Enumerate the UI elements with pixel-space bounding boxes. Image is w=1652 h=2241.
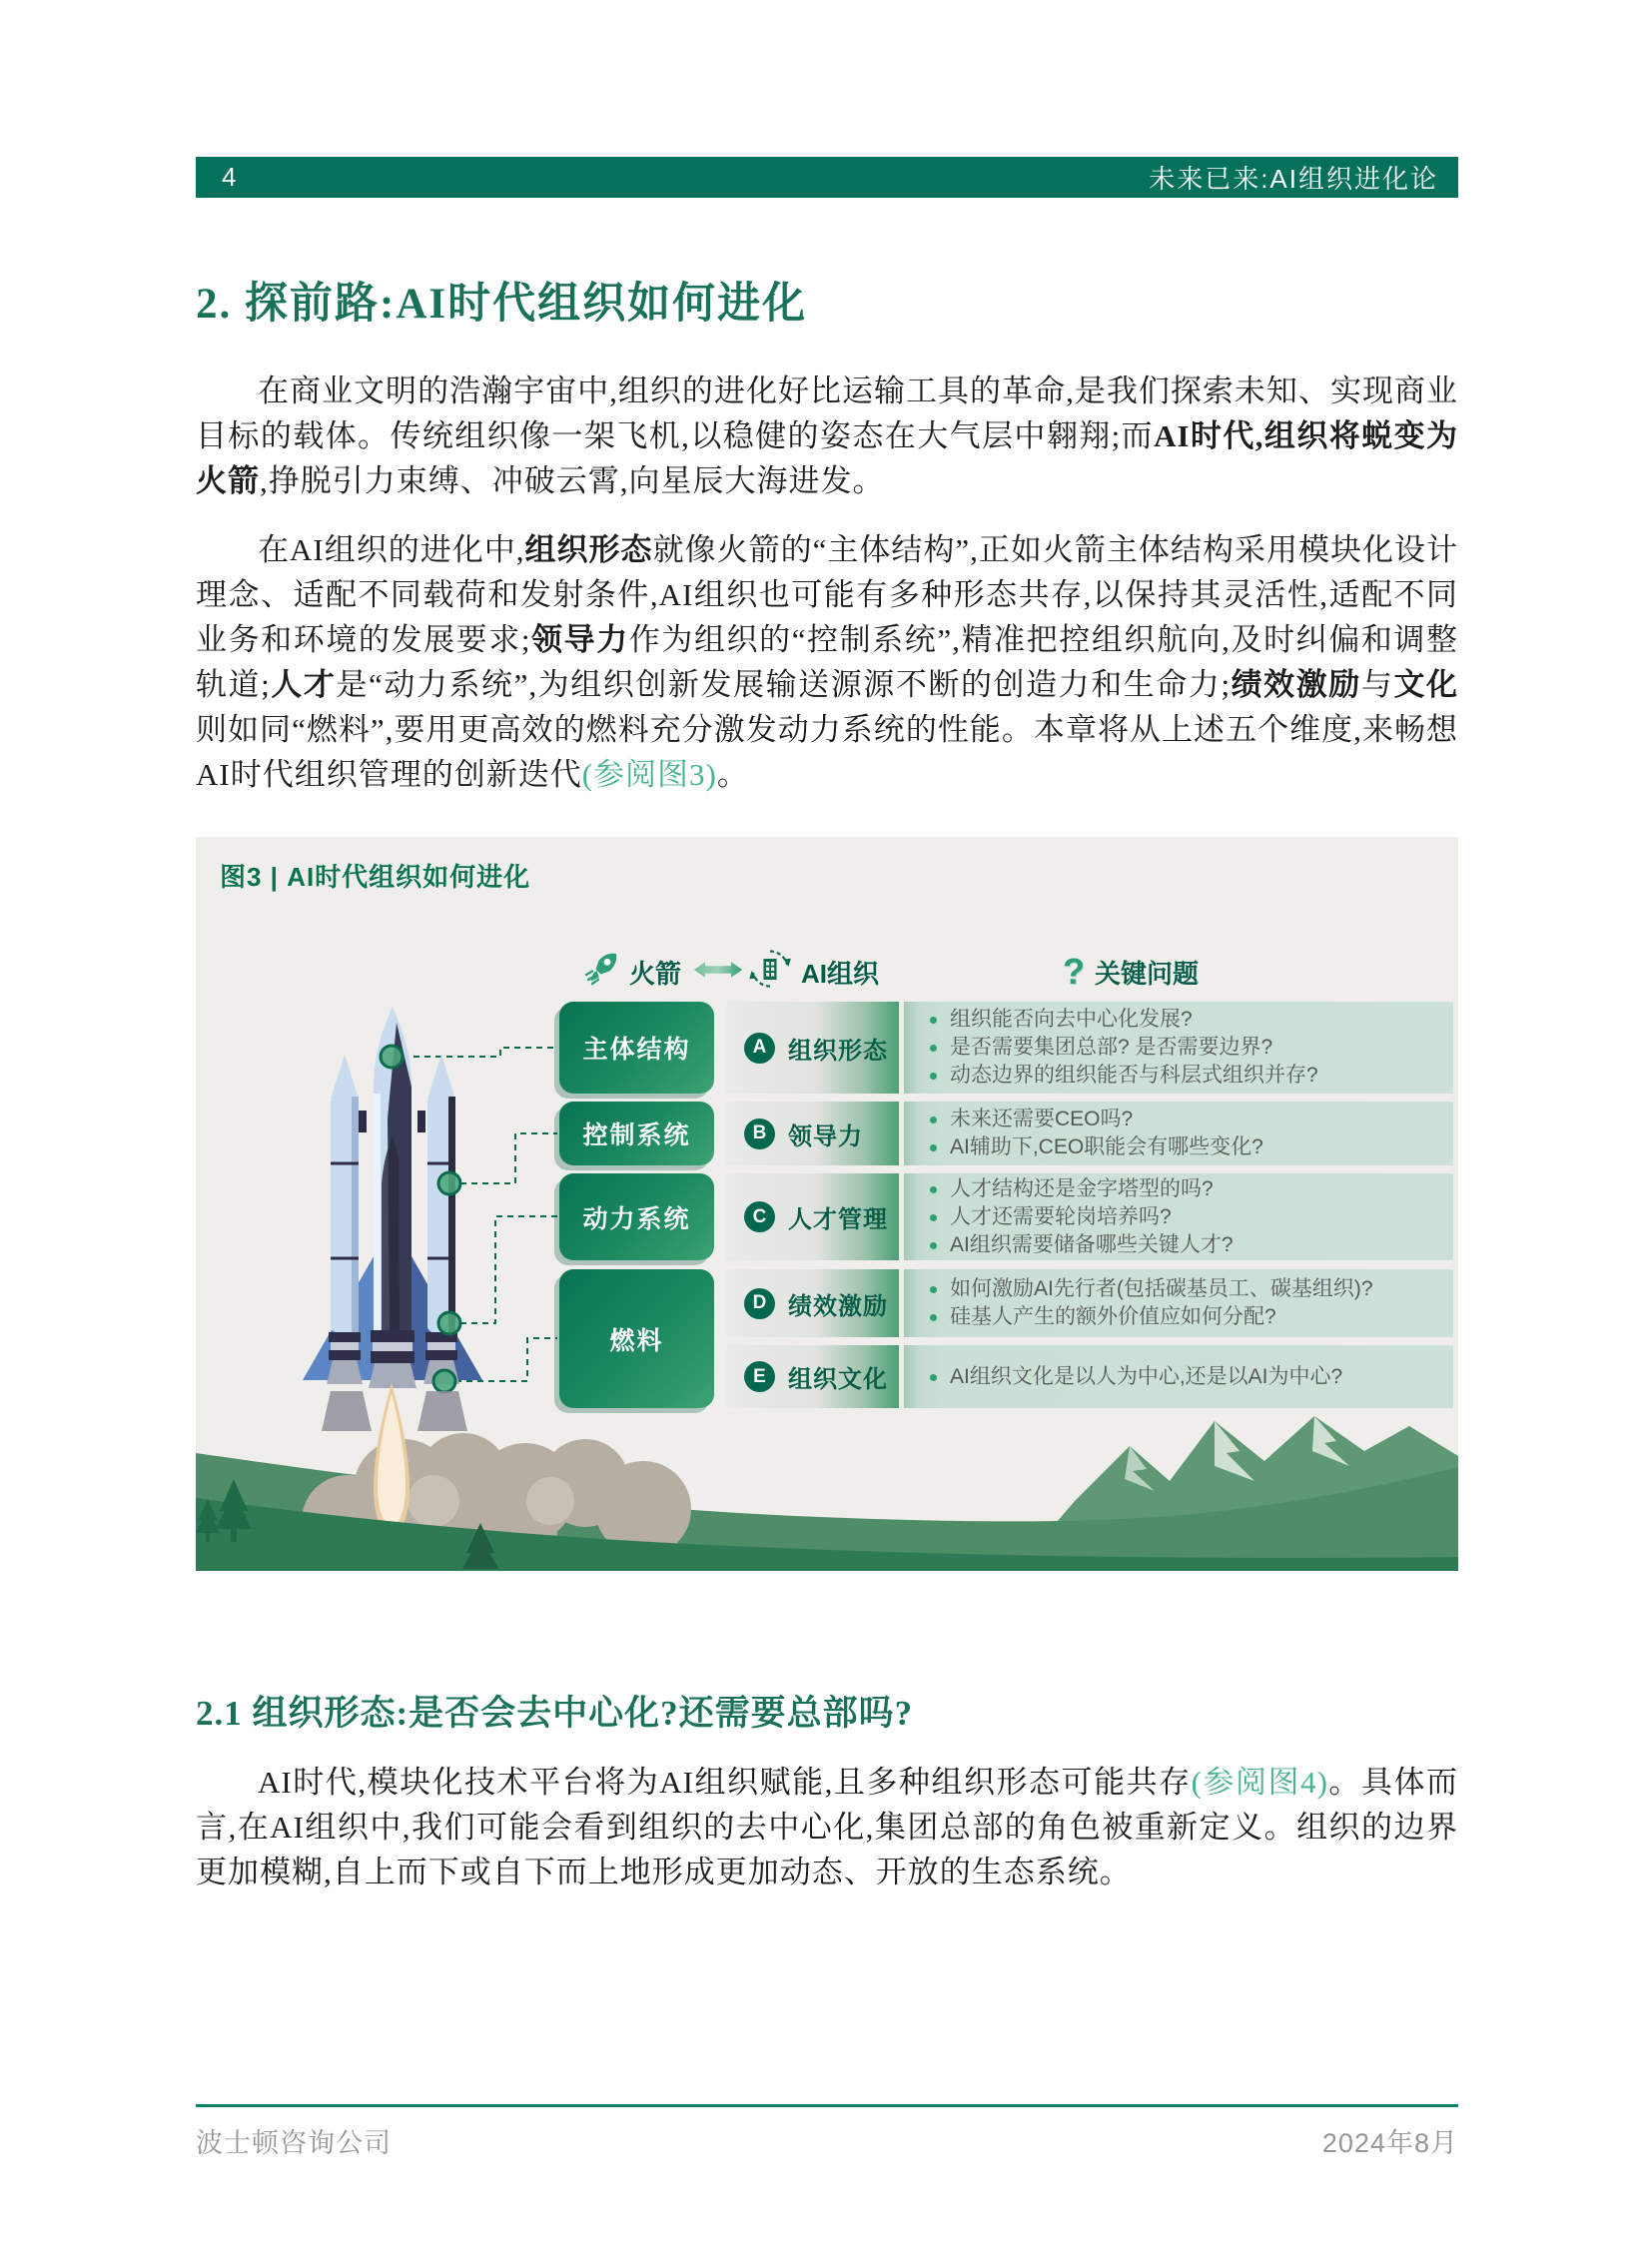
dimension-letter-badge: D (744, 1288, 775, 1319)
question-item: 组织能否向去中心化发展? (904, 1006, 1453, 1034)
subsection-heading: 2.1 组织形态:是否会去中心化?还需要总部吗? (196, 1694, 914, 1733)
text-segment: 人才 (270, 667, 337, 702)
questions-box-talent (904, 1173, 1453, 1260)
legend-questions-label: 关键问题 (1095, 958, 1200, 989)
dimension-label: 绩效激励 (788, 1292, 888, 1320)
text-segment: 在AI组织的进化中, (258, 532, 525, 567)
question-item: 动态边界的组织能否与科层式组织并存? (904, 1062, 1453, 1090)
paragraph-3 (196, 1760, 1458, 1894)
text-segment: AI时代,模块化技术平台将为AI组织赋能,且多种组织形态可能共存 (258, 1765, 1192, 1800)
text-segment: 与 (1360, 667, 1394, 702)
question-item: AI组织需要储备哪些关键人才? (904, 1231, 1453, 1259)
marker-dot-main-structure (381, 1046, 403, 1068)
section-heading: 2. 探前路:AI时代组织如何进化 (196, 281, 808, 328)
rocket-part-main-structure: 主体结构 (559, 1002, 714, 1094)
text-segment: 作为组织的“控制系统”,精准把控组织航向,及时纠偏和调整轨道; (196, 622, 1458, 702)
dimension-letter-badge: B (744, 1119, 775, 1149)
rocket-part-power-system: 动力系统 (559, 1173, 714, 1260)
text-segment: 。具体而言,在AI组织中,我们可能会看到组织的去中心化,集团总部的角色被重新定义。组织的边界更加模糊,自上而下或自下而上地形成更加动态、开放的生态系统。 (196, 1765, 1459, 1889)
text-segment: 领导力 (530, 622, 629, 657)
figure-title: 图3 | AI时代组织如何进化 (220, 862, 531, 892)
question-item: 未来还需要CEO吗? (904, 1106, 1453, 1133)
dimension-label: 组织文化 (788, 1366, 888, 1393)
question-item: 如何激励AI先行者(包括碳基员工、碳基组织)? (904, 1275, 1453, 1303)
page-number: 4 (222, 162, 239, 192)
text-segment: AI时代,组织将蜕变为火箭 (196, 418, 1458, 498)
dimension-row-org-form (726, 1002, 899, 1094)
paragraph-1 (196, 369, 1458, 503)
question-item: 硅基人产生的额外价值应如何分配? (904, 1303, 1453, 1331)
footer-divider (196, 2104, 1458, 2107)
text-segment: 就像火箭的“主体结构”,正如火箭主体结构采用模块化设计理念、适配不同载荷和发射条件,AI组织也可能有多种形态共存,以保持其灵活性,适配不同业务和环境的发展要求; (196, 532, 1458, 657)
dimension-row-talent (726, 1173, 899, 1260)
footer-date: 2024年8月 (1321, 2128, 1458, 2158)
question-item: 是否需要集团总部? 是否需要边界? (904, 1034, 1453, 1062)
dimension-letter-badge: A (744, 1033, 775, 1064)
questions-box-leadership (904, 1102, 1453, 1165)
dimension-letter-badge: C (744, 1201, 775, 1232)
figure-reference-link[interactable]: (参阅图3) (581, 757, 717, 792)
dimension-row-culture (726, 1345, 899, 1408)
dimension-row-performance (726, 1269, 899, 1337)
questions-box-org-form (904, 1002, 1453, 1094)
text-segment: 是“动力系统”,为组织创新发展输送源源不断的创造力和生命力; (336, 667, 1232, 702)
question-item: AI组织文化是以人为中心,还是以AI为中心? (904, 1363, 1453, 1391)
rocket-part-control-system: 控制系统 (559, 1102, 714, 1165)
questions-box-culture (904, 1345, 1453, 1408)
text-segment: 。 (716, 757, 749, 792)
page-footer (196, 2121, 1458, 2160)
dimension-letter-badge: E (744, 1361, 775, 1392)
text-segment: 组织形态 (524, 532, 653, 567)
text-segment: 文化 (1393, 667, 1458, 702)
dimension-label: 人才管理 (788, 1206, 888, 1233)
rocket-part-fuel: 燃料 (559, 1269, 714, 1408)
question-item: AI辅助下,CEO职能会有哪些变化? (904, 1133, 1453, 1161)
legend-rocket-label: 火箭 (629, 958, 682, 989)
dimension-label: 领导力 (788, 1122, 863, 1150)
dimension-row-leadership (726, 1102, 899, 1165)
text-segment: 绩效激励 (1231, 667, 1361, 702)
question-item: 人才还需要轮岗培养吗? (904, 1203, 1453, 1231)
figure-reference-link[interactable]: (参阅图4) (1191, 1765, 1328, 1800)
header-title: 未来已来:AI组织进化论 (1149, 164, 1438, 194)
footer-company: 波士顿咨询公司 (196, 2128, 392, 2158)
paragraph-2 (196, 527, 1458, 797)
page-header-bar (196, 157, 1458, 198)
question-mark-icon: ? (1063, 951, 1085, 992)
figure-3 (196, 837, 1458, 1571)
text-segment: ,挣脱引力束缚、冲破云霄,向星辰大海进发。 (260, 463, 885, 498)
questions-box-performance (904, 1269, 1453, 1337)
text-segment: 在商业文明的浩瀚宇宙中,组织的进化好比运输工具的革命,是我们探索未知、实现商业目标的载体。传统组织像一架飞机,以稳健的姿态在大气层中翱翔;而 (196, 374, 1458, 453)
legend-org-label: AI组织 (801, 958, 880, 989)
question-item: 人才结构还是金字塔型的吗? (904, 1175, 1453, 1203)
text-segment: 则如同“燃料”,要用更高效的燃料充分激发动力系统的性能。本章将从上述五个维度,来畅想AI时代组织管理的创新迭代 (196, 712, 1458, 792)
dimension-label: 组织形态 (788, 1037, 888, 1065)
marker-dot-control-system (438, 1172, 460, 1194)
